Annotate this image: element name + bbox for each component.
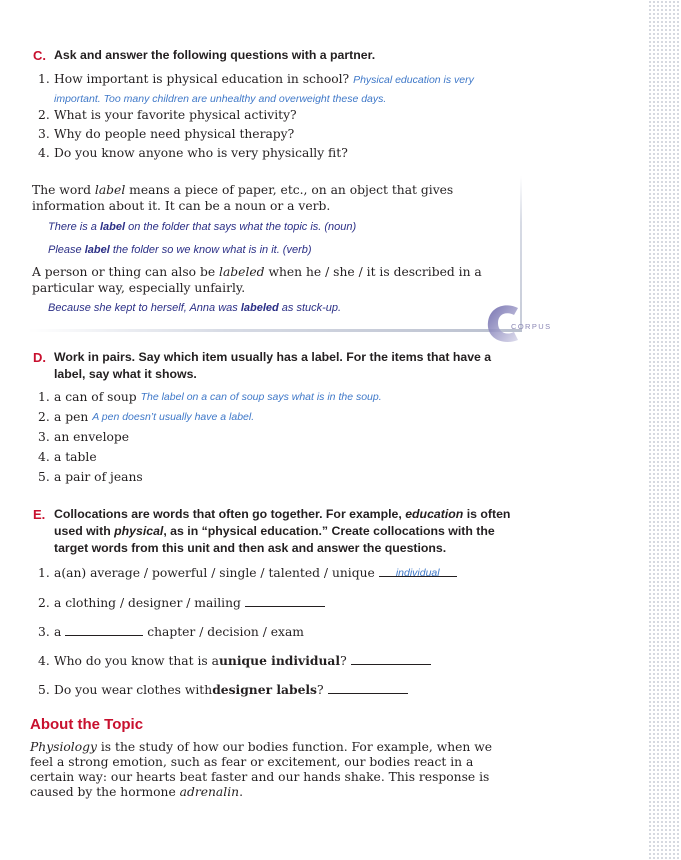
vocabulary-box [28, 176, 522, 332]
question-c2 [38, 106, 297, 124]
section-c-instruction: Ask and answer the following questions with a partner. [54, 48, 376, 62]
text: means a piece of paper, etc., on an object that gives [125, 183, 454, 197]
section-d-instruction: Work in pairs. Say which item usually has a label. For the items that have a label, say what it shows. [54, 350, 492, 381]
question-c1 [38, 70, 514, 108]
item-text: a [54, 625, 62, 639]
section-e-heading [33, 506, 532, 557]
term: label [94, 183, 126, 197]
section-c-letter: C. [33, 48, 46, 63]
text: , as in “physical education.” Create collocations with the target words from this unit and then ask and answer the questions. [54, 524, 495, 555]
text: is the study of how our bodies function. For example, when we feel a strong emotion, such as fear or excitement, our bodies react in a certain way: our hearts beat faster and our hands shake. This response is caused by the hormone [30, 740, 493, 799]
corpus-label: CORPUS [511, 322, 552, 331]
vocab-definition [32, 182, 502, 214]
box-bottom-border [28, 329, 522, 332]
text: Collocations are words that often go together. For example, [54, 507, 406, 521]
item-number: 3. [38, 127, 50, 141]
about-topic-paragraph [30, 740, 512, 800]
item-number: 5. [38, 683, 50, 697]
question-text: Do you know anyone who is very physically fit? [54, 146, 348, 160]
item-text-end: ? [340, 654, 347, 668]
target-word: labeled [240, 302, 279, 314]
example-word: physical [114, 524, 164, 538]
label-item-d2 [38, 408, 254, 426]
item-text: a pen [54, 410, 89, 424]
item-number: 4. [38, 654, 50, 668]
collocation-e1 [38, 564, 457, 582]
item-text: an envelope [54, 430, 130, 444]
item-number: 3. [38, 625, 50, 639]
example-labeled [48, 302, 341, 314]
sample-answer: The label on a can of soup says what is in the soup. [140, 391, 382, 403]
sample-answer: Physical education is very [353, 74, 474, 86]
target-word: label [99, 221, 126, 233]
text: Because she kept to herself, Anna was [48, 302, 241, 314]
item-number: 1. [38, 72, 50, 86]
item-text: a clothing / designer / mailing [54, 596, 241, 610]
item-text: a table [54, 450, 97, 464]
example-verb [48, 244, 312, 256]
example-word: education [405, 507, 464, 521]
item-text: a can of soup [54, 390, 137, 404]
item-text-cont: chapter / decision / exam [147, 625, 304, 639]
text: the folder so we know what is in it. (verb) [109, 244, 312, 256]
question-text: How important is physical education in school? [54, 72, 350, 86]
item-number: 2. [38, 596, 50, 610]
section-e-instruction [54, 506, 532, 557]
text: The word [32, 183, 95, 197]
item-text-end: ? [316, 683, 324, 697]
answer-blank-filled[interactable]: individual [379, 564, 457, 577]
question-c3 [38, 125, 294, 143]
collocation-e2 [38, 594, 325, 612]
section-e-letter: E. [33, 507, 46, 522]
collocation-e3 [38, 623, 304, 641]
answer-blank[interactable] [328, 681, 408, 694]
term: adrenalin [179, 785, 240, 799]
label-item-d3 [38, 428, 129, 446]
text: Please [48, 244, 85, 256]
sample-answer: A pen doesn’t usually have a label. [92, 411, 255, 423]
section-d-heading [33, 349, 519, 383]
text: is often used with [54, 507, 511, 538]
text: . [239, 785, 243, 799]
text: A person or thing can also be [32, 265, 220, 279]
target-phrase: designer labels [212, 682, 317, 697]
answer-blank[interactable] [65, 623, 143, 636]
item-text: Do you wear clothes with [54, 683, 213, 697]
item-number: 2. [38, 108, 50, 122]
text: on the folder that says what the topic is. (noun) [125, 221, 357, 233]
item-body [54, 70, 514, 108]
text: when he / she / it is described in a [264, 265, 482, 279]
collocation-e4 [38, 652, 431, 670]
dotted-margin-pattern [648, 0, 681, 860]
item-number: 1. [38, 566, 50, 580]
question-text: What is your favorite physical activity? [54, 108, 297, 122]
item-number: 2. [38, 410, 50, 424]
item-number: 4. [38, 450, 50, 464]
answer-blank[interactable] [351, 652, 431, 665]
term: labeled [219, 265, 265, 279]
item-text: a pair of jeans [54, 470, 143, 484]
vocab-extended-meaning [32, 264, 502, 296]
text: information about it. It can be a noun or a verb. [32, 199, 331, 213]
question-text: Why do people need physical therapy? [54, 127, 295, 141]
about-topic-heading: About the Topic [30, 716, 144, 733]
section-c-heading [33, 47, 519, 64]
label-item-d4 [38, 448, 97, 466]
item-number: 5. [38, 470, 50, 484]
question-c4 [38, 144, 348, 162]
text: as stuck-up. [278, 302, 342, 314]
text: There is a [48, 221, 100, 233]
item-number: 4. [38, 146, 50, 160]
item-number: 3. [38, 430, 50, 444]
collocation-e5 [38, 681, 408, 699]
label-item-d1 [38, 388, 382, 406]
label-item-d5 [38, 468, 143, 486]
term: Physiology [30, 740, 97, 754]
target-phrase: unique individual [218, 653, 341, 668]
example-noun [48, 221, 356, 233]
text: particular way, especially unfairly. [32, 281, 246, 295]
section-d-letter: D. [33, 350, 46, 365]
box-right-border [520, 176, 522, 332]
answer-blank[interactable] [245, 594, 325, 607]
item-number: 1. [38, 390, 50, 404]
target-word: label [84, 244, 110, 256]
item-text: Who do you know that is a [54, 654, 219, 668]
item-text: a(an) average / powerful / single / talented / unique [54, 566, 375, 580]
sample-answer-cont: important. Too many children are unhealthy and overweight these days. [54, 93, 387, 105]
